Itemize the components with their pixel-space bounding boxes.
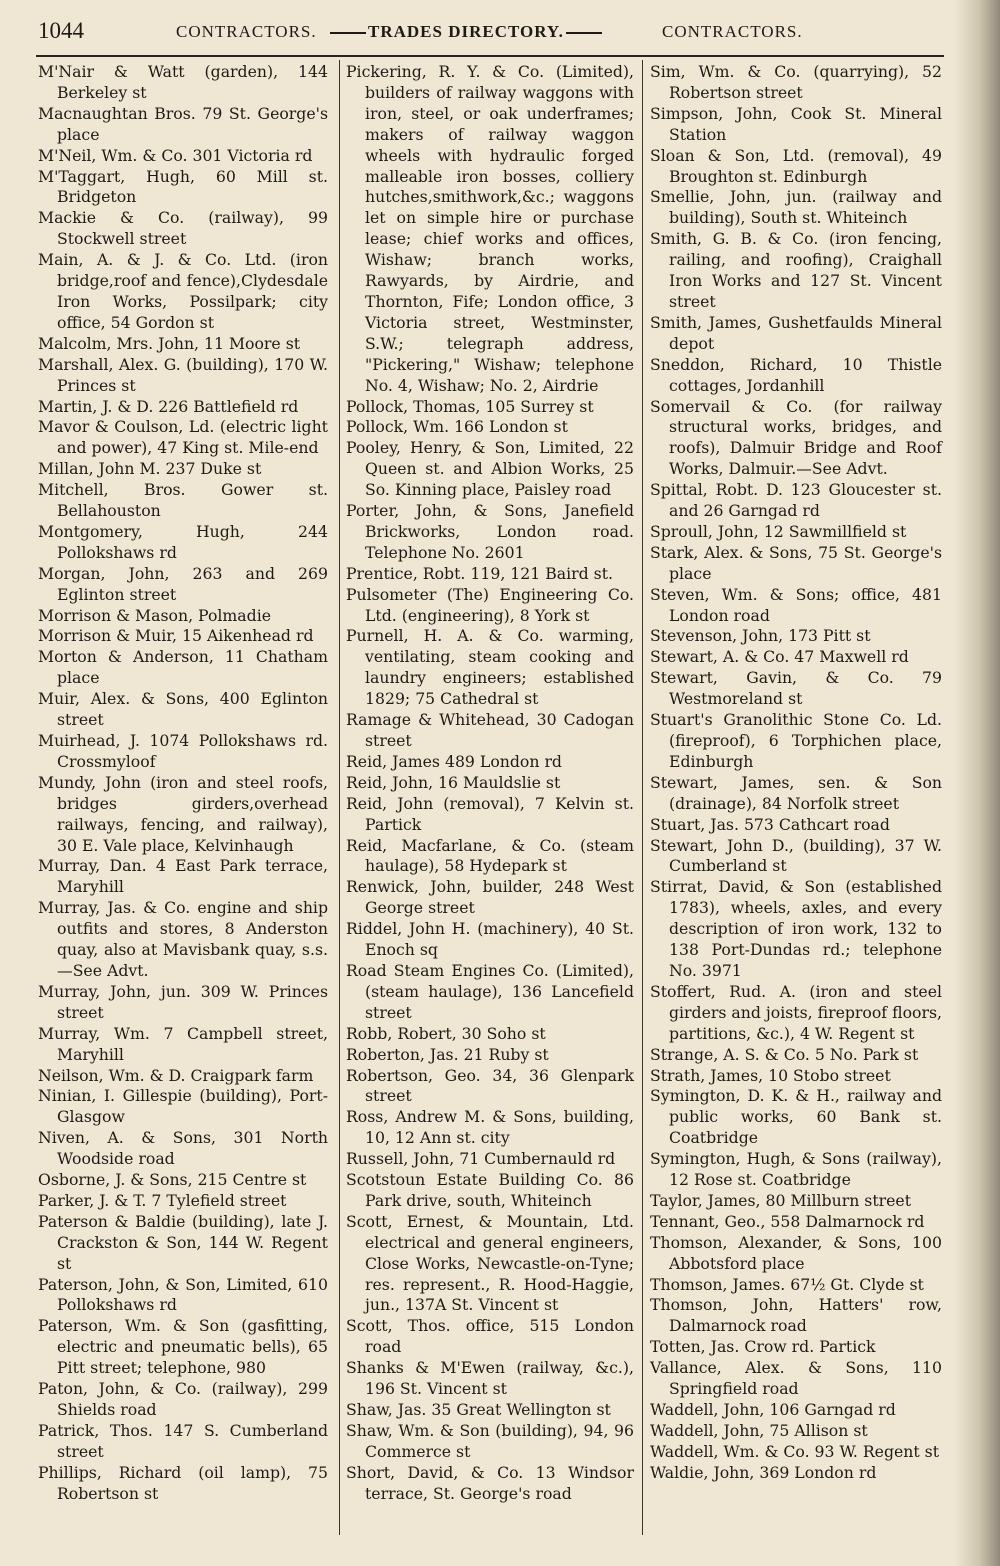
directory-entry: Reid, John (removal), 7 Kelvin st. Partick [346, 793, 634, 834]
directory-entry: Millan, John M. 237 Duke st [38, 459, 262, 479]
directory-entry: Muir, Alex. & Sons, 400 Eglinton street [38, 689, 328, 730]
directory-entry: Pickering, R. Y. & Co. (Limited), builders of railway waggons with iron, steel, or oak underframes; makers of railway waggon wheels with hydraulic forged malleable iron bosses, colliery hutches,smithwork,&c.; waggons let on simple hire or purchase lease; chief works and offices, Wishaw; branch works, Rawyards, by Airdrie, and Thornton, Fife; London office, 3 Victoria street, Westminster, S.W.; telegraph address, "Pickering," Wishaw; telephone No. 4, Wishaw; No. 2, Airdrie [346, 62, 634, 395]
directory-entry: Ramage & Whitehead, 30 Cadogan street [346, 710, 634, 750]
directory-entry: Scott, Thos. office, 515 London road [346, 1316, 634, 1357]
directory-entry: Somervail & Co. (for railway structural works, bridges, and roofs), Dalmuir Bridge and Roof Works, Dalmuir.—See Advt. [650, 396, 942, 479]
directory-entry: Purnell, H. A. & Co. warming, ventilating, steam cooking and laundry engineers; established 1829; 75 Cathedral st [346, 626, 634, 709]
directory-entry: Paterson, John, & Son, Limited, 610 Pollokshaws rd [38, 1274, 328, 1315]
directory-entry: Strath, James, 10 Stobo street [650, 1065, 891, 1085]
directory-entry: Stuart, Jas. 573 Cathcart road [650, 814, 890, 834]
directory-entry: Pollock, Thomas, 105 Surrey st [346, 396, 594, 416]
directory-entry: Stark, Alex. & Sons, 75 St. George's place [650, 542, 942, 583]
directory-entry: Morton & Anderson, 11 Chatham place [38, 647, 328, 688]
directory-entry: Spittal, Robt. D. 123 Gloucester st. and 26 Garngad rd [650, 480, 942, 521]
header-rule [36, 55, 944, 57]
directory-entry: Phillips, Richard (oil lamp), 75 Robertson st [38, 1462, 328, 1503]
directory-entry: Murray, Dan. 4 East Park terrace, Maryhill [38, 856, 328, 897]
column-divider-1 [339, 60, 340, 1535]
directory-entry: Stirrat, David, & Son (established 1783), wheels, axles, and every description of iron work, 132 to 138 Port-Dundas rd.; telephone No. 3971 [650, 877, 942, 980]
directory-entry: Prentice, Robt. 119, 121 Baird st. [346, 563, 613, 583]
header-center-title [328, 22, 604, 42]
directory-entry: Waddell, John, 106 Garngad rd [650, 1400, 896, 1419]
directory-entry: Main, A. & J. & Co. Ltd. (iron bridge,roof and fence),Clydesdale Iron Works, Possilpark; city office, 54 Gordon st [38, 250, 328, 332]
directory-entry: Stuart's Granolithic Stone Co. Ld. (fireproof), 6 Torphichen place, Edinburgh [650, 710, 942, 771]
header-dash-right [566, 32, 602, 34]
directory-entry: Paterson, Wm. & Son (gasfitting, electric and pneumatic bells), 65 Pitt street; telephone, 980 [38, 1316, 328, 1378]
directory-entry: Robertson, Geo. 34, 36 Glenpark street [346, 1065, 634, 1106]
directory-entry: Waldie, John, 369 London rd [650, 1462, 877, 1482]
directory-entry: Thomson, Alexander, & Sons, 100 Abbotsford place [650, 1232, 942, 1273]
directory-entry: Murray, Jas. & Co. engine and ship outfits and stores, 8 Anderston quay, also at Mavisbank quay, s.s.—See Advt. [38, 898, 328, 980]
directory-entry: Parker, J. & T. 7 Tylefield street [38, 1190, 287, 1210]
directory-entry: Sloan & Son, Ltd. (removal), 49 Broughton st. Edinburgh [650, 145, 942, 186]
directory-entry: Smellie, John, jun. (railway and building), South st. Whiteinch [650, 187, 942, 228]
directory-entry: Thomson, James. 67½ Gt. Clyde st [650, 1274, 924, 1294]
directory-entry: Roberton, Jas. 21 Ruby st [346, 1044, 549, 1064]
directory-entry: Mavor & Coulson, Ld. (electric light and power), 47 King st. Mile-end [38, 417, 328, 458]
directory-entry: Muirhead, J. 1074 Pollokshaws rd. Crossmyloof [38, 731, 328, 771]
header-left-title: CONTRACTORS. [176, 22, 317, 41]
directory-entry: M'Neil, Wm. & Co. 301 Victoria rd [38, 145, 313, 165]
directory-entry: Russell, John, 71 Cumbernauld rd [346, 1149, 616, 1169]
directory-entry: Sim, Wm. & Co. (quarrying), 52 Robertson street [650, 62, 942, 102]
column-divider-2 [642, 60, 643, 1535]
directory-entry: Morrison & Muir, 15 Aikenhead rd [38, 626, 314, 646]
directory-entry: Short, David, & Co. 13 Windsor terrace, St. George's road [346, 1462, 634, 1503]
directory-entry: Patrick, Thos. 147 S. Cumberland street [38, 1420, 328, 1461]
directory-entry: Morrison & Mason, Polmadie [38, 605, 271, 625]
directory-entry: Tennant, Geo., 558 Dalmarnock rd [650, 1211, 925, 1231]
directory-entry: Stewart, James, sen. & Son (drainage), 84 Norfolk street [650, 772, 942, 813]
directory-entry: Sneddon, Richard, 10 Thistle cottages, Jordanhill [650, 354, 942, 395]
directory-entry: Paterson & Baldie (building), late J. Crackston & Son, 144 W. Regent st [38, 1211, 328, 1273]
directory-entry: Reid, James 489 London rd [346, 751, 562, 771]
directory-entry: Osborne, J. & Sons, 215 Centre st [38, 1170, 307, 1190]
page-edge-shadow [954, 0, 1000, 1566]
directory-entry: Marshall, Alex. G. (building), 170 W. Princes st [38, 354, 328, 395]
directory-entry: Paton, John, & Co. (railway), 299 Shields road [38, 1379, 328, 1419]
header-dash-left [330, 32, 366, 34]
directory-entry: Pulsometer (The) Engineering Co. Ltd. (engineering), 8 York st [346, 584, 634, 625]
directory-entry: Taylor, James, 80 Millburn street [650, 1190, 912, 1210]
directory-entry: Porter, John, & Sons, Janefield Brickworks, London road. Telephone No. 2601 [346, 501, 634, 562]
directory-entry: Murray, Wm. 7 Campbell street, Maryhill [38, 1023, 328, 1064]
directory-column-1 [38, 62, 328, 1552]
directory-entry: Shaw, Jas. 35 Great Wellington st [346, 1400, 611, 1419]
directory-entry: Reid, John, 16 Mauldslie st [346, 772, 561, 792]
directory-entry: Stewart, Gavin, & Co. 79 Westmoreland st [650, 668, 942, 709]
directory-entry: Symington, D. K. & H., railway and public works, 60 Bank st. Coatbridge [650, 1086, 942, 1148]
directory-entry: Malcolm, Mrs. John, 11 Moore st [38, 333, 301, 353]
directory-entry: Murray, John, jun. 309 W. Princes street [38, 981, 328, 1022]
directory-entry: Ross, Andrew M. & Sons, building, 10, 12 Ann st. city [346, 1107, 634, 1148]
directory-entry: Thomson, John, Hatters' row, Dalmarnock road [650, 1295, 942, 1336]
directory-entry: Shaw, Wm. & Son (building), 94, 96 Commerce st [346, 1420, 634, 1461]
directory-entry: Totten, Jas. Crow rd. Partick [650, 1337, 876, 1357]
directory-entry: Reid, Macfarlane, & Co. (steam haulage), 58 Hydepark st [346, 835, 634, 876]
directory-entry: Mitchell, Bros. Gower st. Bellahouston [38, 480, 328, 521]
directory-entry: Stewart, John D., (building), 37 W. Cumberland st [650, 835, 942, 876]
header-center-text: TRADES DIRECTORY. [368, 22, 564, 41]
directory-entry: Smith, James, Gushetfaulds Mineral depot [650, 312, 942, 353]
directory-entry: Waddell, John, 75 Allison st [650, 1420, 868, 1440]
directory-entry: Macnaughtan Bros. 79 St. George's place [38, 103, 328, 144]
directory-entry: Montgomery, Hugh, 244 Pollokshaws rd [38, 521, 328, 562]
directory-entry: Stoffert, Rud. A. (iron and steel girders and joists, fireproof floors, partitions, &c.), 4 W. Regent st [650, 981, 942, 1043]
directory-entry: Neilson, Wm. & D. Craigpark farm [38, 1065, 314, 1085]
directory-entry: Stewart, A. & Co. 47 Maxwell rd [650, 647, 909, 667]
directory-entry: M'Taggart, Hugh, 60 Mill st. Bridgeton [38, 166, 328, 207]
directory-entry: Waddell, Wm. & Co. 93 W. Regent st [650, 1441, 940, 1461]
directory-entry: Ninian, I. Gillespie (building), Port-Glasgow [38, 1086, 328, 1127]
directory-entry: Shanks & M'Ewen (railway, &c.), 196 St. Vincent st [346, 1358, 634, 1399]
directory-entry: Simpson, John, Cook St. Mineral Station [650, 103, 942, 144]
directory-entry: Steven, Wm. & Sons; office, 481 London road [650, 584, 942, 625]
directory-column-2 [346, 62, 634, 1552]
directory-entry: Riddel, John H. (machinery), 40 St. Enoch sq [346, 919, 634, 960]
directory-entry: Scotstoun Estate Building Co. 86 Park drive, south, Whiteinch [346, 1170, 634, 1210]
header-right-title: CONTRACTORS. [662, 22, 803, 41]
directory-entry: Symington, Hugh, & Sons (railway), 12 Rose st. Coatbridge [650, 1149, 942, 1190]
directory-entry: Renwick, John, builder, 248 West George street [346, 877, 634, 918]
directory-entry: Niven, A. & Sons, 301 North Woodside road [38, 1128, 328, 1169]
directory-entry: Mackie & Co. (railway), 99 Stockwell street [38, 208, 328, 249]
directory-entry: Pooley, Henry, & Son, Limited, 22 Queen st. and Albion Works, 25 So. Kinning place, Paisley road [346, 438, 634, 500]
directory-entry: Robb, Robert, 30 Soho st [346, 1023, 546, 1043]
directory-entry: Scott, Ernest, & Mountain, Ltd. electrical and general engineers, Close Works, Newcastle-on-Tyne; res. represent., R. Hood-Haggie, jun., 137A St. Vincent st [346, 1211, 634, 1315]
directory-entry: Road Steam Engines Co. (Limited), (steam haulage), 136 Lancefield street [346, 960, 634, 1022]
directory-entry: Strange, A. S. & Co. 5 No. Park st [650, 1044, 919, 1064]
directory-entry: Pollock, Wm. 166 London st [346, 417, 568, 437]
directory-entry: Martin, J. & D. 226 Battlefield rd [38, 396, 299, 416]
directory-entry: Morgan, John, 263 and 269 Eglinton street [38, 563, 328, 604]
directory-column-3 [650, 62, 942, 1552]
directory-entry: Sproull, John, 12 Sawmillfield st [650, 521, 907, 541]
page-number: 1044 [38, 18, 84, 43]
page-header [38, 18, 938, 50]
directory-entry: M'Nair & Watt (garden), 144 Berkeley st [38, 62, 328, 102]
directory-entry: Smith, G. B. & Co. (iron fencing, railing, and roofing), Craighall Iron Works and 127 St. Vincent street [650, 229, 942, 311]
directory-entry: Mundy, John (iron and steel roofs, bridges girders,overhead railways, fencing, and railway), 30 E. Vale place, Kelvinhaugh [38, 772, 328, 855]
directory-entry: Vallance, Alex. & Sons, 110 Springfield road [650, 1358, 942, 1399]
directory-entry: Stevenson, John, 173 Pitt st [650, 626, 871, 646]
